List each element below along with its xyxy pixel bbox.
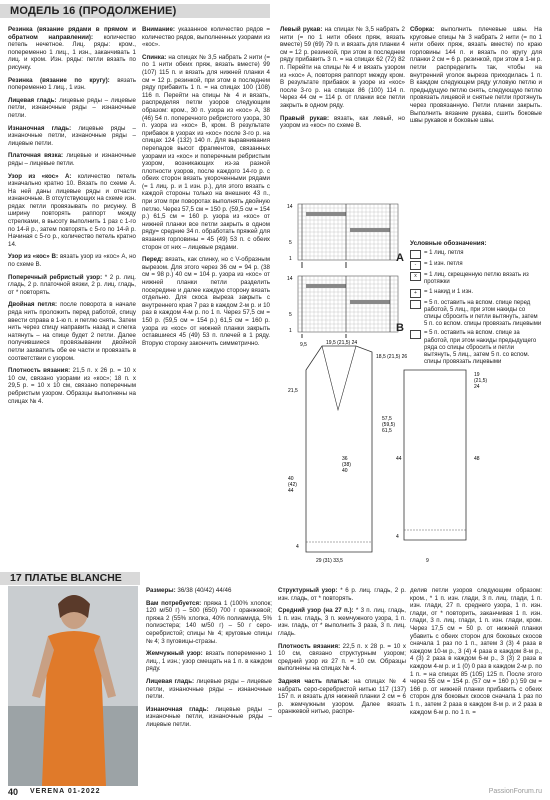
d2-paragraph <box>278 607 406 637</box>
col1-paragraph <box>8 125 136 148</box>
knitting-chart <box>286 198 404 338</box>
dress-title: 17 ПЛАТЬЕ BLANCHE <box>10 572 122 584</box>
legend-symbol-icon <box>410 300 421 309</box>
col3-paragraph-text: вязать, как левый, но узором из «кос» по схеме В. <box>280 114 405 130</box>
d1-paragraph <box>146 600 272 646</box>
d1-paragraph-text: 36/38 (40/42) 44/46 <box>177 587 232 594</box>
col1-paragraph-text: после поворота в начале ряда нить проложить перед работой, спицу ввести справа в 1-ю п. и петлю снять. Затем нить через спицу направить назад и слегка натянуть – на спице будет 2 петли. Далее получившиеся провязывании двойной петли захватить обе ее части и провязать в соответствии с узором. <box>8 301 136 362</box>
col1-paragraph <box>8 301 136 362</box>
dim-a4: (59,5) <box>382 422 396 428</box>
legend-symbol-icon: - <box>410 261 421 270</box>
text-column-1 <box>8 26 136 410</box>
col1-paragraph-text: 21,5 п. x 26 р. = 10 x 10 см, связано узорами из «кос»; 18 п. x 29,5 р. = 10 x 10 см, связано поперечным ребристым узором. Образцы выполнены на спицах № 4. <box>8 367 136 405</box>
v-neck-line <box>322 346 356 410</box>
magazine-name: VERENA 01-2022 <box>30 788 101 795</box>
d2-paragraph-text: на спицах № 4 набрать серо-серебристой нитью 117 (137) 157 п. и вязать для нижней планки 2 см = 6 р. жемчужным узором. Далее вязать оранжевой нитью, распре- <box>278 677 406 716</box>
col4-paragraph-heading: Сборка: <box>410 26 435 33</box>
text-column-3 <box>280 26 405 135</box>
dim-l4: 4 <box>296 544 299 550</box>
col4-paragraph-text: выполнить плечевые швы. На круговые спицы № 3 набрать 2 нити (= по 1 нити обеих пряж, вязать вместе) по краю горловины 144 п. и вязать по кругу для планки 2 см = 6 р. резинкой, при этом в 1-м р. петли распределить так, чтобы на внутренний уголок выреза приходилась 1 п. В каждом следующем ряду угловую петлю и предыдущую петлю снять, следующую петлю провязать лицевой и снятые петли протянуть через провязанную. Петли планки закрыть. Выполнить вязание рукава, сшить боковые швы рукавов и боковые швы. <box>410 26 542 125</box>
dim-a6: 36 <box>342 456 348 462</box>
col1-paragraph <box>8 97 136 120</box>
legend-symbol-icon <box>410 250 421 259</box>
chart-a-grid <box>298 204 398 260</box>
d3-paragraph <box>410 587 542 716</box>
d2-paragraph <box>278 678 406 716</box>
d2-paragraph <box>278 643 406 673</box>
col2-paragraph-heading: Перед: <box>142 256 164 264</box>
d2-paragraph-heading: Плотность вязания: <box>278 642 341 650</box>
dim-a5: 61,5 <box>382 428 392 434</box>
col3-paragraph-heading: Правый рукав: <box>280 114 330 122</box>
dress-column-2 <box>278 587 406 721</box>
chart-a-row-1: 1 <box>289 256 292 262</box>
d1-paragraph-text: лицевые ряды – лицевые петли, изнаночные ряды – изнаночные петли. <box>146 677 272 701</box>
col1-paragraph-heading: Узор из «кос» В: <box>8 253 59 261</box>
col3-paragraph-text: на спицах № 3,5 набрать 2 нити (= по 1 нити обеих пряж, вязать вместе) 59 (69) 79 п. и вязать для планки 4 см = 12 р. резинкой, при этом в последнем ряду прибавить 3 п. = на спицах 62 (72) 82 п. Перейти на спицы № 4 и вязать узором из «кос» A, повторяя раппорт между кром. В результате прибавок в узоре из «кос» после 3-го р. на спицах 86 (100) 114 п. Через 44 см = 114 р. от планки все петли закрыть в одном ряду. <box>280 26 405 109</box>
legend-text: = 1 лиц. петля <box>424 250 464 257</box>
chart-b-row-5: 5 <box>289 312 292 318</box>
dim-l3: 44 <box>288 488 294 494</box>
col2-paragraph-heading: Спинка: <box>142 53 167 61</box>
dim-a7: (38) <box>342 462 351 468</box>
legend-symbol-icon: + <box>410 289 421 298</box>
d2-paragraph-text: * 6 р. лиц. гладь, 2 р. изн. гладь, от * повторять. <box>278 587 406 602</box>
col1-paragraph-heading: Поперечный ребристый узор: <box>8 273 103 281</box>
legend-row <box>410 300 542 329</box>
d1-paragraph <box>146 587 272 595</box>
col1-paragraph <box>8 152 136 167</box>
d1-paragraph-text: лицевые ряды – изнаночные петли, изнаночные ряды – лицевые петли. <box>146 705 272 728</box>
site-watermark: PassionForum.ru <box>488 788 542 795</box>
text-column-2 <box>142 26 270 352</box>
d2-paragraph <box>278 587 406 602</box>
col3-paragraph <box>280 115 405 130</box>
chart-b-row-1: 1 <box>289 328 292 334</box>
body-outline <box>306 346 372 552</box>
col1-paragraph <box>8 77 136 92</box>
legend-row <box>410 272 542 286</box>
col1-paragraph-text: * 2 р. лиц. гладь, 2 р. платочной вязки, 2 р. лиц. гладь, от * повторять. <box>8 273 136 296</box>
dim-top-2: 19,5 (21,5) 24 <box>326 340 358 346</box>
sleeve-dim-1: 19 <box>474 372 480 378</box>
col1-paragraph-heading: Изнаночная гладь: <box>8 124 72 132</box>
repeat-arrows-a <box>302 262 346 268</box>
dress-column-3 <box>410 587 542 721</box>
d1-paragraph-text: вязать попеременно 1 лиц., 1 изн.; узор смещать на 1 п. в каждом ряду. <box>146 650 272 673</box>
d1-paragraph <box>146 706 272 729</box>
col1-paragraph-text: лицевые ряды – изнаночные петли, изнаночные ряды – лицевые петли. <box>8 124 136 147</box>
page-number: 40 <box>8 787 19 797</box>
d1-paragraph-heading: Размеры: <box>146 587 176 594</box>
col1-paragraph-heading: Плотность вязания: <box>8 367 71 375</box>
d2-paragraph-text: 22,5 п. x 28 р. = 10 x 10 см, связано структурным узором; средний узор из 27 п. = 10 см. Образцы выполнены на спицах № 4. <box>278 642 406 673</box>
col2-paragraph <box>142 54 270 251</box>
chart-a-row-5: 5 <box>289 240 292 246</box>
d3-paragraph-text: делив петли узоров следующим образом: кром., * 1 п. изн. глади, 3 п. лиц. глади, 1 п. изн. глади, 27 п. среднего узора, 1 п. изн. глади, от * повторить, заканчивая 1 п. изн. глади, 3 п. лиц. глади, 1 п. изн. глади, кром. Через 17,5 см = 50 р. от нижней планки убавить с обеих сторон для боковых скосов сначала 1 раз по 1 п., затем 3 (3) 4 раза в каждом 10-м р., 3 (4) 4 раза в каждом 8-м р., 4 (3) 2 раза в каждом 6-м р., 3 (3) 2 раза в каждом 4-м р. и 1 (0) 0 раз в каждом 2-м р. по 1 п. = на спицах 85 (105) 125 п. После этого через 55 см = 154 р. (57 см = 160 р.) 59 см = 166 р. от нижней планки прибавить с обеих сторон для боковых скосов сначала 1 раз по 1 п., затем 2 раза в каждом 8-м р. и 2 раза в каждом 6-м р. по 1 п. = <box>410 587 542 716</box>
text-column-4 <box>410 26 542 130</box>
col4-paragraph <box>410 26 542 125</box>
sleeve-outline <box>404 370 466 540</box>
col1-paragraph-text: вязать попеременно 1 лиц., 1 изн. <box>8 76 136 92</box>
sleeve-dim-3: 24 <box>474 384 480 390</box>
d1-paragraph-heading: Вам потребуется: <box>146 599 202 607</box>
d1-paragraph <box>146 678 272 701</box>
dim-a3: 57,5 <box>382 416 392 422</box>
legend-text: = 1 лиц. скрещенную петлю вязать из протяжки <box>424 272 529 286</box>
d1-paragraph <box>146 650 272 673</box>
legend-text: = 1 накид и 1 изн. <box>424 288 474 295</box>
col2-paragraph-heading: Внимание: <box>142 26 175 33</box>
legend-row <box>410 261 542 270</box>
dim-l2: (42) <box>288 482 297 488</box>
chart-b-row-14: 14 <box>287 276 293 282</box>
legend-text: = 5 п. оставить на вспом. спице перед работой, 5 лиц., при этом накиды со спицы сбросить и петли вытянуть, затем 5 п. со вспом. спицы провязать лицевыми <box>424 299 542 328</box>
dim-a2: 18,5 (21,5) 26 <box>376 354 408 360</box>
col1-paragraph <box>8 26 136 72</box>
col3-paragraph-heading: Левый рукав: <box>280 26 323 33</box>
dim-top-1: 9,5 <box>300 342 307 348</box>
d2-paragraph-heading: Структурный узор: <box>278 587 338 594</box>
section-header <box>0 0 550 18</box>
col1-paragraph-heading: Узор из «кос» А: <box>8 172 72 180</box>
dim-a1: 21,5 <box>288 388 298 394</box>
d1-paragraph-heading: Лицевая гладь: <box>146 677 195 685</box>
legend-row <box>410 250 542 259</box>
sleeve-dim-5: 48 <box>474 456 480 462</box>
col1-paragraph-heading: Платочная вязка: <box>8 152 64 160</box>
col1-paragraph-heading: Двойная петля: <box>8 301 58 309</box>
legend-text: = 5 п. оставить на вспом. спице за работой, при этом накиды предыдущего ряда со спицы сбросить и петли вытянуть, 5 лиц., затем 5 п. со вспом. спицы провязать лицевыми <box>424 330 537 366</box>
col1-paragraph <box>8 173 136 249</box>
d1-paragraph-heading: Изнаночная гладь: <box>146 705 209 713</box>
col1-paragraph-text: лицевые ряды – лицевые петли, изнаночные ряды – изнаночные петли. <box>8 96 136 119</box>
legend-symbol-icon <box>410 330 421 339</box>
col1-paragraph <box>8 367 136 405</box>
col1-paragraph-heading: Резинка (вязание по кругу): <box>8 76 110 84</box>
col2-paragraph <box>142 26 270 49</box>
col2-paragraph-text: на спицах № 3,5 набрать 2 нити (= по 1 нити обеих пряж, вязать вместе) 99 (107) 115 п. и вязать для нижней планки 4 см = 12 р. резинкой, при этом в последнем ряду прибавить 1 п. = на спицах 100 (108) 116 п. Перейти на спицы № 4 и вязать, распределяя петли узоров следующим образом: кром., 30 п. узора из «кос» А, 38 (46) 54 п. поперечного ребристого узора, 30 п. узора из «кос» В, кром. В результате прибавок в узорах из «кос» после 3-го р. на спицах 124 (132) 140 п. Для выравнивания перепадов высот фрагментов, связанных узорами из «кос» и поперечным ребристым узором, возникающих из-за разной плотности узоров, после каждого 14-го р. с обеих сторон вязать укороченными рядами (= 1 лиц. р. и 1 изн. р.), для этого вязать с каждой стороны только на внешних 43 п., при этом при поворотах выполнять двойную петлю. Через 57,5 см = 150 р. (59,5 см = 154 р.) 61,5 см = 160 р. узора из «кос» от нижней планки все петли закрыть в одном ряду= средние 34 п. обработать пряжей для вязания горловины = 45 (49) 53 п. с обеих сторон от них – лицевые рядами. <box>142 53 270 251</box>
chart-b-label: B <box>396 322 404 334</box>
chart-b-grid <box>298 276 398 332</box>
dress-section-header <box>0 570 550 586</box>
col2-paragraph <box>142 256 270 347</box>
col3-paragraph <box>280 26 405 110</box>
repeat-arrows-b <box>302 334 346 338</box>
col1-paragraph-text: лицевые и изнаночные ряды – лицевые петли. <box>8 152 136 167</box>
dress-column-1 <box>146 587 272 734</box>
legend-symbol-icon: x <box>410 272 421 281</box>
legend-row <box>410 289 542 298</box>
col1-paragraph <box>8 253 136 268</box>
d2-paragraph-text: * 3 п. лиц. гладь, 1 п. изн. гладь, 3 п. жемчужного узора, 1 п. изн. гладь, от * выполнить 3 раза, 3 п. лиц. гладь. <box>278 607 406 637</box>
col1-paragraph-text: количество петель нечетное. Лиц. ряды: кром., попеременно 1 лиц., 1 изн., заканчивать 1 лиц. и кром. Изн. ряды: петли вязать по рисунку. <box>8 33 136 71</box>
sleeve-dim-6: 4 <box>396 534 399 540</box>
col1-paragraph-heading: Лицевая гладь: <box>8 96 57 104</box>
legend-title: Условные обозначения: <box>410 240 487 247</box>
col1-paragraph-heading: Резинка (вязание рядами в прямом и обратном направлении): <box>8 26 136 41</box>
d2-paragraph-heading: Средний узор (на 27 п.): <box>278 607 354 615</box>
legend-text: = 1 изн. петля <box>424 261 463 268</box>
dim-l1: 40 <box>288 476 294 482</box>
chart-a-row-14: 14 <box>287 204 293 210</box>
col1-paragraph-text: вязать узор из «кос» А, но по схеме В. <box>8 253 136 269</box>
col2-paragraph-text: указанное количество рядов = количество рядов, выполненных узорами из «кос». <box>142 26 270 49</box>
sleeve-dim-2: (21,5) <box>474 378 488 384</box>
d1-paragraph-heading: Жемчужный узор: <box>146 650 203 658</box>
model-photo <box>8 586 138 786</box>
col2-paragraph-text: вязать, как спинку, но с V-образным вырезом. Для этого через 36 см = 94 р. (38 см = 98 р.) 40 см = 104 р. узора из «кос» от нижней планки петли разделить посередине и далее каждую сторону вязать отдельно. Для скоса выреза закрыть с внутреннего края 7 раз в каждом 2-м р. и 10 раз в каждом 4-м р. по 1 п. Через 57,5 см = 150 р. (59,5 см = 154 р.) 61,5 см = 160 р. узора из «кос» от нижней планки закрыть оставшиеся 45 (49) 53 п. плечей в 1 ряду. Вторую сторону закончить симметрично. <box>142 256 270 347</box>
page-title: МОДЕЛЬ 16 (ПРОДОЛЖЕНИЕ) <box>10 5 177 17</box>
sleeve-dim-7: 9 <box>426 558 429 564</box>
col1-paragraph <box>8 274 136 297</box>
sleeve-dim-4: 44 <box>396 456 402 462</box>
dim-a8: 40 <box>342 468 348 474</box>
chart-a-label: A <box>396 252 404 264</box>
page-footer <box>8 786 542 798</box>
dim-bottom: 29 (31) 33,5 <box>316 558 343 564</box>
garment-schematic <box>286 340 544 568</box>
d2-paragraph-heading: Задняя часть платья: <box>278 677 350 685</box>
d1-paragraph-text: пряжа 1 (100% хлопок; 120 м/50 г) – 500 (650) 700 г оранжевой; пряжа 2 (55% хлопка, 40% полиамида, 5% полиэстера; 140 м/50 г) – 50 г серо-серебристой; спицы № 4; круговые спицы № 4; 3 пуговицы-стразы. <box>146 599 272 645</box>
col1-paragraph-text: количество петель изначально кратно 10. Вязать по схеме А. На ней даны лицевые ряды и отчасти изнаночные. В отсутствующих на схеме изн. рядах петли провязывать по рисунку. В ширину повторять раппорт между стрелками, в высоту выполнить 1 раз с 1-го по 14-й р., затем повторять с 5-го по 14-й р. Начиная с 5-го р., количество петель кратно 14. <box>8 172 136 248</box>
